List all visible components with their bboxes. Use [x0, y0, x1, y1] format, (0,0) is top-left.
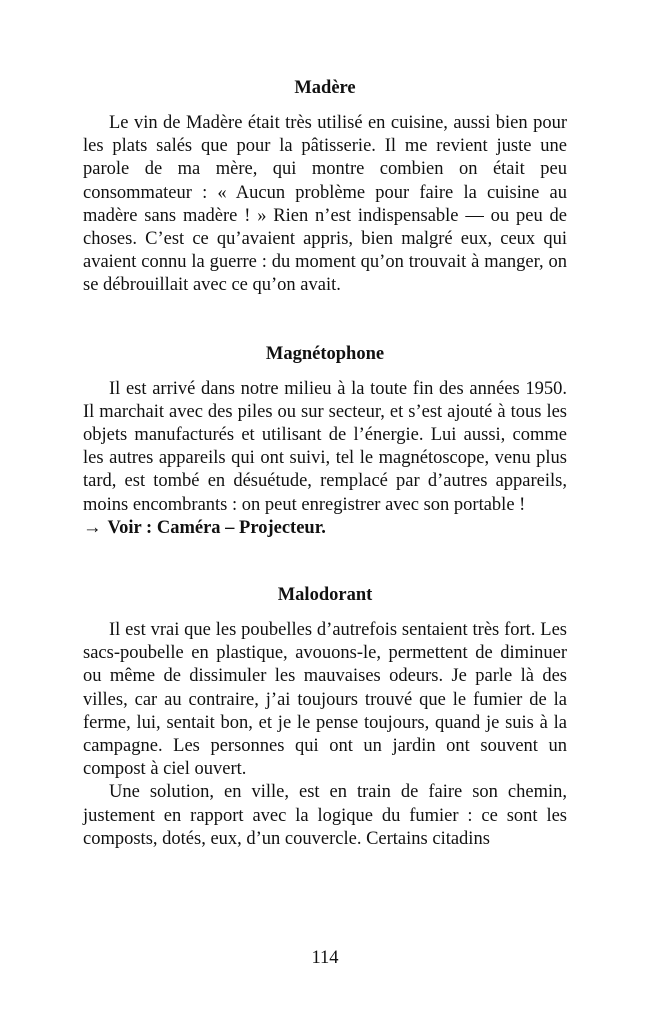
section-madere	[83, 76, 567, 298]
section-title: Magnétophone	[265, 343, 385, 364]
section-title: Madère	[294, 78, 356, 98]
section-malodorant	[83, 583, 567, 851]
page-body	[83, 76, 567, 851]
section-title: Malodorant	[277, 585, 373, 606]
paragraph: Une solution, en ville, est en train de faire son chemin, justement en rapport avec la logique du fumier : ce sont les composts, dotés, eux, d’un couvercle. Certains citadins	[83, 782, 567, 849]
paragraph: Il est vrai que les poubelles d’autrefois sentaient très fort. Les sacs-poubelle en plastique, avouons-le, permettent de diminuer ou même de dissimuler les mauvaises odeurs. Je parle là des villes, car au contraire, j’ai toujours trouvé que le fumier de la ferme, lui, sentait bon, et je le pense toujours, quand je suis à la campagne. Les personnes qui ont un jardin ont souvent un compost à ciel ouvert.	[83, 620, 567, 780]
page-number: 114	[311, 948, 339, 968]
see-also-reference	[83, 517, 567, 540]
paragraph: Le vin de Madère était très utilisé en cuisine, aussi bien pour les plats salés que pour la pâtisserie. Il me revient juste une parole de ma mère, qui montre combien on était peu consommateur : « Aucun problème pour faire la cuisine au madère sans madère ! » Rien n’est indispensable — ou peu de choses. C’est ce qu’avaient appris, bien malgré eux, ceux qui avaient connu la guerre : du moment qu’on trouvait à manger, on se débrouillait avec ce qu’on avait.	[83, 113, 567, 296]
see-also-text: Voir : Caméra – Projecteur.	[107, 517, 326, 538]
paragraph: Il est arrivé dans notre milieu à la toute fin des années 1950. Il marchait avec des piles ou sur secteur, et s’est ajouté à tous les objets manufacturés et utilisant de l’énergie. Lui aussi, comme les autres appareils qui ont suivi, tel le magnétoscope, venu plus tard, est tombé en désuétude, remplacé par d’autres appareils, moins encombrants : on peut enregistrer avec son portable !	[83, 378, 567, 515]
section-magnetophone	[83, 342, 567, 540]
arrow-right-icon: →	[83, 517, 102, 538]
